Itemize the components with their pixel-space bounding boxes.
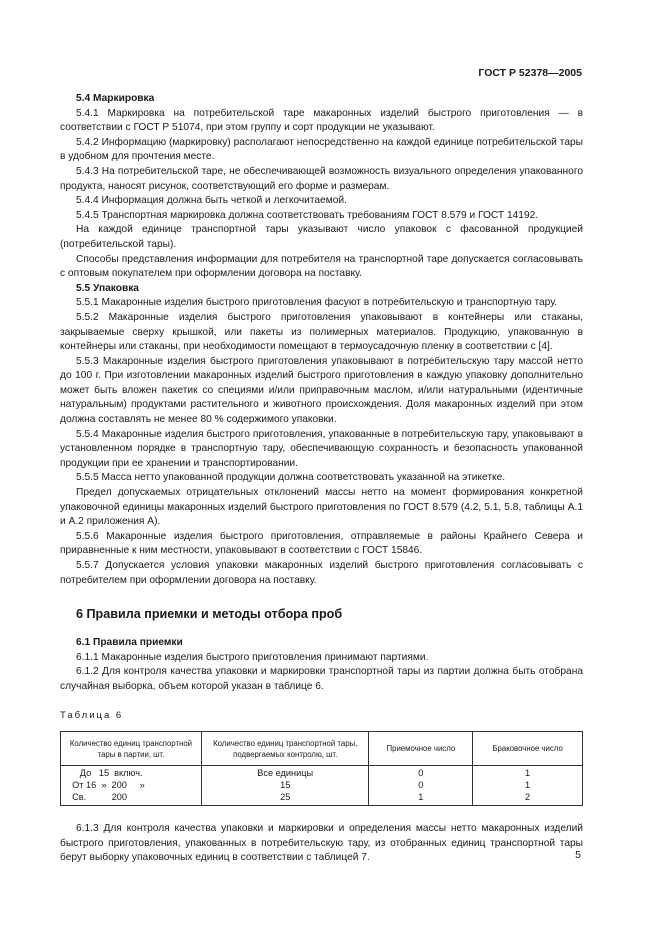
paragraph-5-5-2: 5.5.2 Макаронные изделия быстрого приготовления упаковывают в контейнеры или стаканы, закрываемые сверху крышкой, или пакеты из полимерных материалов. Продукцию, упакованную в контейнеры или стаканы, при необходимости помещают в термоусадочную пленку в соответствии с [4]. (60, 311, 583, 353)
document-standard-header: ГОСТ Р 52378—2005 (478, 67, 582, 79)
acceptance-number-value: 0 (418, 768, 424, 779)
sample-size-value: Все единицы (257, 768, 314, 779)
paragraph-6-1-1: 6.1.1 Макаронные изделия быстрого приготовления принимают партиями. (76, 651, 429, 663)
table-6 (60, 731, 583, 806)
page-number: 5 (575, 849, 581, 861)
paragraph-5-4-1: 5.4.1 Маркировка на потребительской таре макаронных изделий быстрого приготовления — в соответствии с ГОСТ Р 51074, при этом группу и сорт продукции не указывают. (60, 107, 583, 134)
table-row (61, 766, 583, 806)
paragraph-6-1-2: 6.1.2 Для контроля качества упаковки и маркировки транспортной тары из партии должна быть отобрана случайная выборка, объем которой указан в таблице 6. (60, 666, 583, 692)
sample-size-cell (201, 766, 369, 806)
paragraph-5-5-5-limit: Предел допускаемых отрицательных отклонений массы нетто на момент формирования конкретной упаковочной единицы макаронных изделий быстрого приготовления по ГОСТ 8.579 (4.2, 5.1, 5.8, таблицы А.1 и А.2 приложения А). (60, 487, 583, 528)
sample-size-value: 25 (280, 792, 291, 803)
header-rejection-number: Браковочное число (473, 732, 583, 766)
acceptance-number-value: 0 (418, 780, 424, 791)
lot-size-range: До 15 включ. (67, 768, 143, 779)
lot-size-range: Св. 200 (67, 792, 128, 803)
paragraph-5-4-3: 5.4.3 На потребительской таре, не обеспечивающей возможность визуального определения упакованного продукта, наносят рисунок, соответствующий его форме и размерам. (60, 165, 583, 192)
paragraph-5-5-7: 5.5.7 Допускается условия упаковки макаронных изделий быстрого приготовления согласовывать с потребителем при оформлении договора на поставку. (60, 560, 583, 586)
acceptance-number-cell (369, 766, 473, 806)
rejection-number-value: 1 (525, 780, 531, 791)
rejection-number-cell (473, 766, 583, 806)
acceptance-number-value: 1 (418, 792, 424, 803)
header-lot-size: Количество единиц транспортной тары в партии, шт. (61, 732, 202, 766)
paragraph-5-4-4: 5.4.4 Информация должна быть четкой и легкочитаемой. (76, 195, 347, 207)
section-6-1-title: 6.1 Правила приемки (76, 637, 183, 649)
lot-size-range: От 16 » 200 » (67, 780, 145, 791)
table-header-row (61, 732, 583, 766)
paragraph-5-5-5: 5.5.5 Масса нетто упакованной продукции должна соответствовать указанной на этикетке. (76, 472, 506, 484)
paragraph-5-5-3: 5.5.3 Макаронные изделия быстрого приготовления упаковывают в потребительскую тару массой нетто до 100 г. При изготовлении макаронных изделий быстрого приготовления в каждую упаковку дополнительно может быть вложен пакетик со специями и/или приправочным маслом, и/или натуральными (идентичные натуральным) продуктами растительного и животного происхождения. Доля макаронных изделий при этом должна составлять не менее 80 % содержимого упаковки. (60, 355, 583, 426)
rejection-number-value: 1 (525, 768, 531, 779)
header-acceptance-number: Приемочное число (369, 732, 473, 766)
rejection-number-value: 2 (525, 792, 531, 803)
paragraph-5-4-5-methods: Способы представления информации для потребителя на транспортной таре допускается согласовывать с оптовым покупателем при оформлении договора на поставку. (60, 253, 583, 280)
lot-size-cell (61, 766, 202, 806)
sample-size-value: 15 (280, 780, 291, 791)
section-5-5-title: 5.5 Упаковка (76, 282, 139, 294)
section-5-4-title: 5.4 Маркировка (76, 93, 155, 104)
table-6-caption: Таблица 6 (60, 709, 124, 721)
paragraph-5-5-6: 5.5.6 Макаронные изделия быстрого приготовления, отправляемые в районы Крайнего Севера и приравненные к ним местности, упаковывают в соответствии с ГОСТ 15846. (60, 530, 583, 557)
paragraph-5-4-5-units: На каждой единице транспортной тары указывают число упаковок с фасованной продукцией (потребительской тары). (60, 224, 583, 250)
section-6-title: 6 Правила приемки и методы отбора проб (76, 607, 343, 622)
paragraph-5-5-4: 5.5.4 Макаронные изделия быстрого приготовления, упакованные в потребительскую тару, упаковывают в установленном порядке в транспортную тару, обеспечивающую сохранность и безопасность упакованной продукции при ее хранении и транспортировании. (60, 428, 583, 469)
paragraph-5-5-1: 5.5.1 Макаронные изделия быстрого приготовления фасуют в потребительскую и транспортную тару. (76, 297, 558, 309)
document-body (60, 92, 583, 866)
paragraph-5-4-2: 5.4.2 Информацию (маркировку) располагают непосредственно на каждой единице потребительской тары в удобном для прочтения месте. (60, 136, 583, 163)
header-sample-size: Количество единиц транспортной тары, подвергаемых контролю, шт. (201, 732, 369, 766)
paragraph-5-4-5: 5.4.5 Транспортная маркировка должна соответствовать требованиям ГОСТ 8.579 и ГОСТ 14192. (76, 209, 539, 221)
paragraph-6-1-3: 6.1.3 Для контроля качества упаковки и маркировки и определения массы нетто макаронных изделий быстрого приготовления, упакованных в потребительскую тару, из отобранных единиц транспортной тары берут выборку упаковочных единиц в соответствии с таблицей 7. (60, 823, 583, 864)
